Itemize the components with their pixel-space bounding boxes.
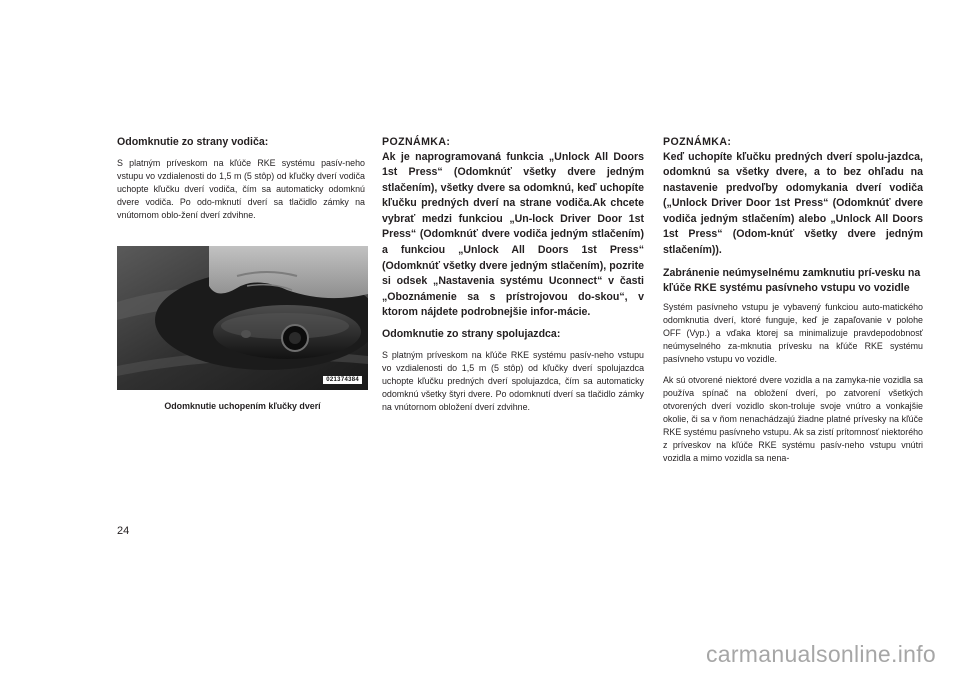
section-heading-driver-unlock: Odomknutie zo strany vodiča: (117, 136, 269, 148)
section-heading-passenger-unlock: Odomknutie zo strany spolujazdca: (382, 328, 561, 341)
paragraph-lockout-detail: Ak sú otvorené niektoré dvere vozidla a na zamyka-nie vozidla sa používa spínač na obložení dverí, po zatvorení všetkých otvorených dverí vozidlo skon-troluje svoje vnútro a vonkajšie okolie, či sa v ňom nenachádzajú žiadne platné prívesky na kľúče RKE systému pasívneho vstupu. Ak sa zistí prítomnosť niektorého z príveskov na kľúče RKE systému pasív-neho vstupu vnútri vozidla a mimo vozidla sa nena- (663, 374, 923, 463)
door-handle-illustration (117, 246, 368, 390)
note-heading: POZNÁMKA: (382, 136, 451, 148)
watermark: carmanualsonline.info (705, 641, 936, 667)
note-text: Keď uchopíte kľučku predných dverí spolu-jazdca, odomknú sa všetky dvere, a to bez ohľadu na nastavenie predvoľby odomykania dverí vodiča („Unlock Driver Door 1st Press“ (Odomknúť dvere vodiča jedným stlačením) alebo „Unlock All Doors 1st Press“ (Odom-knúť všetky dvere jedným stlačením)). (663, 150, 923, 257)
paragraph-driver-unlock: S platným príveskom na kľúče RKE systému pasív-neho vstupu vo vzdialenosti do 1,5 m (5 stôp) od kľučky dverí vodiča uchopte kľučku dverí vodiča, čím sa automaticky odomknú dvere vodiča. Po odo-mknutí dverí sa tlačidlo zámky na vnútornom oblo-žení dverí zdvihne. (117, 157, 365, 220)
column-right (663, 136, 923, 473)
paragraph-lockout-intro: Systém pasívneho vstupu je vybavený funkciou auto-matického odomknutia dverí, ktoré funguje, keď je zapaľovanie v polohe OFF (Vyp.) a vďaka ktorej sa minimalizuje pravdepodobnosť neúmyselného za-mknutia prívesku na kľúče RKE systému pasívneho vstupu vo vozidle. (663, 301, 923, 364)
paragraph-passenger-unlock: S platným príveskom na kľúče RKE systému pasív-neho vstupu vo vzdialenosti do 1,5 m (5 stôp) od kľučky dverí spolujazdca uchopte kľučku predných dverí spolujazdca, čím sa automaticky odomknú všetky štyri dvere. Po odomknutí dverí sa tlačidlo zámky na vnútornom obložení dverí zdvihne. (382, 349, 644, 412)
section-heading-lockout-prevention: Zabránenie neúmyselnému zamknutiu prí-vesku na kľúče RKE systému pasívneho vstupu vo vozidle (663, 266, 921, 295)
figure-code: 021374384 (323, 376, 362, 384)
note-heading: POZNÁMKA: (663, 136, 732, 148)
column-middle (382, 136, 644, 422)
column-left (117, 136, 365, 230)
page-number: 24 (117, 525, 130, 537)
figure-caption: Odomknutie uchopením kľučky dverí (164, 401, 321, 411)
door-handle-photo (117, 246, 368, 390)
note-text: Ak je naprogramovaná funkcia „Unlock All Doors 1st Press“ (Odomknúť všetky dvere jedným stlačením), všetky dvere sa odomknú, keď uchopíte kľučku predných dverí na strane vodiča.Ak chcete vybrať medzi funkciou „Un-lock Driver Door 1st Press“ (Odomknúť dvere vodiča jedným stlačením) a funkciou „Unlock All Doors 1st Press“ (Odomknúť všetky dvere jedným stlačením), pozrite si odsek „Nastavenia systému Uconnect“ v časti „Oboznámenie sa s prístrojovou do-skou“, v ktorom nájdete podrobnejšie infor-mácie. (382, 150, 644, 319)
